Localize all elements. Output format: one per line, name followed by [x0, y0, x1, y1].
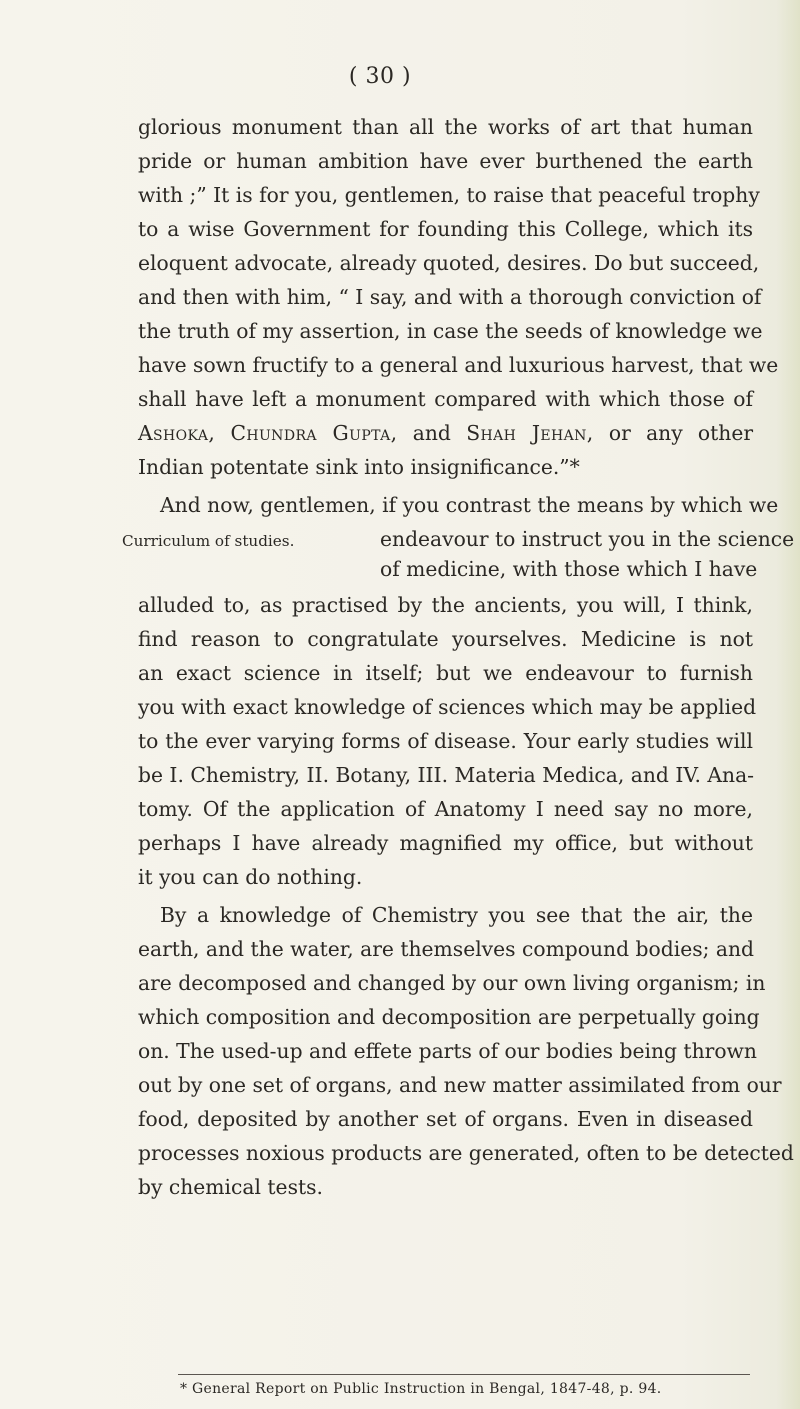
text-line: perhaps I have already magnified my office, but without	[138, 831, 753, 855]
text-line: which composition and decomposition are perpetually going	[138, 1005, 760, 1029]
paragraph-start: And now, gentlemen, if you contrast the means by which we	[160, 493, 779, 517]
text-line: earth, and the water, are themselves compound bodies; and	[138, 937, 755, 961]
footnote: * General Report on Public Instruction in Bengal, 1847-48, p. 94.	[180, 1381, 662, 1397]
text-line: Indian potentate sink into insignificance.”*	[138, 455, 580, 479]
text-line: to the ever varying forms of disease. Your early studies will	[138, 729, 753, 753]
text-line: endeavour to instruct you in the science	[380, 527, 795, 551]
text-line: shall have left a monument compared with which those of	[138, 387, 753, 411]
text-line: out by one set of organs, and new matter assimilated from our	[138, 1073, 782, 1097]
word-and: and	[412, 421, 451, 445]
text-line-names	[138, 416, 753, 450]
name-shah-jehan: Shah Jehan,	[466, 421, 594, 445]
text-line: it you can do nothing.	[138, 865, 363, 889]
margin-note: Curriculum of studies.	[122, 532, 295, 550]
text-line: you with exact knowledge of sciences which may be applied	[138, 695, 757, 719]
text-line: find reason to congratulate yourselves. Medicine is not	[138, 627, 753, 651]
text-line: are decomposed and changed by our own living organism; in	[138, 971, 766, 995]
text-line: processes noxious products are generated, often to be detected	[138, 1141, 794, 1165]
text-line: be I. Chemistry, II. Botany, III. Materia Medica, and IV. Ana-	[138, 763, 755, 787]
text-line: to a wise Government for founding this College, which its	[138, 217, 753, 241]
footnote-rule	[178, 1374, 750, 1375]
names-line-rest: or any other	[608, 421, 754, 445]
text-line: glorious monument than all the works of art that human	[138, 115, 753, 139]
text-line: by chemical tests.	[138, 1175, 323, 1199]
text-line: on. The used-up and effete parts of our bodies being thrown	[138, 1039, 757, 1063]
text-line: tomy. Of the application of Anatomy I need say no more,	[138, 797, 753, 821]
name-ashoka: Ashoka,	[138, 421, 216, 445]
text-line: eloquent advocate, already quoted, desires. Do but succeed,	[138, 251, 760, 275]
page-number: ( 30 )	[348, 64, 412, 89]
text-line: and then with him, “ I say, and with a thorough conviction of	[138, 285, 762, 309]
name-chundra-gupta: Chundra Gupta,	[230, 421, 398, 445]
text-line: of medicine, with those which I have	[380, 557, 758, 581]
text-line: an exact science in itself; but we endeavour to furnish	[138, 661, 753, 685]
paragraph-start: By a knowledge of Chemistry you see that the air, the	[160, 903, 753, 927]
text-line: pride or human ambition have ever burthened the earth	[138, 149, 753, 173]
text-line: food, deposited by another set of organs. Even in diseased	[138, 1107, 753, 1131]
text-line: alluded to, as practised by the ancients, you will, I think,	[138, 593, 753, 617]
text-line: with ;” It is for you, gentlemen, to raise that peaceful trophy	[138, 183, 760, 207]
text-line: the truth of my assertion, in case the seeds of knowledge we	[138, 319, 763, 343]
text-line: have sown fructify to a general and luxurious harvest, that we	[138, 353, 779, 377]
